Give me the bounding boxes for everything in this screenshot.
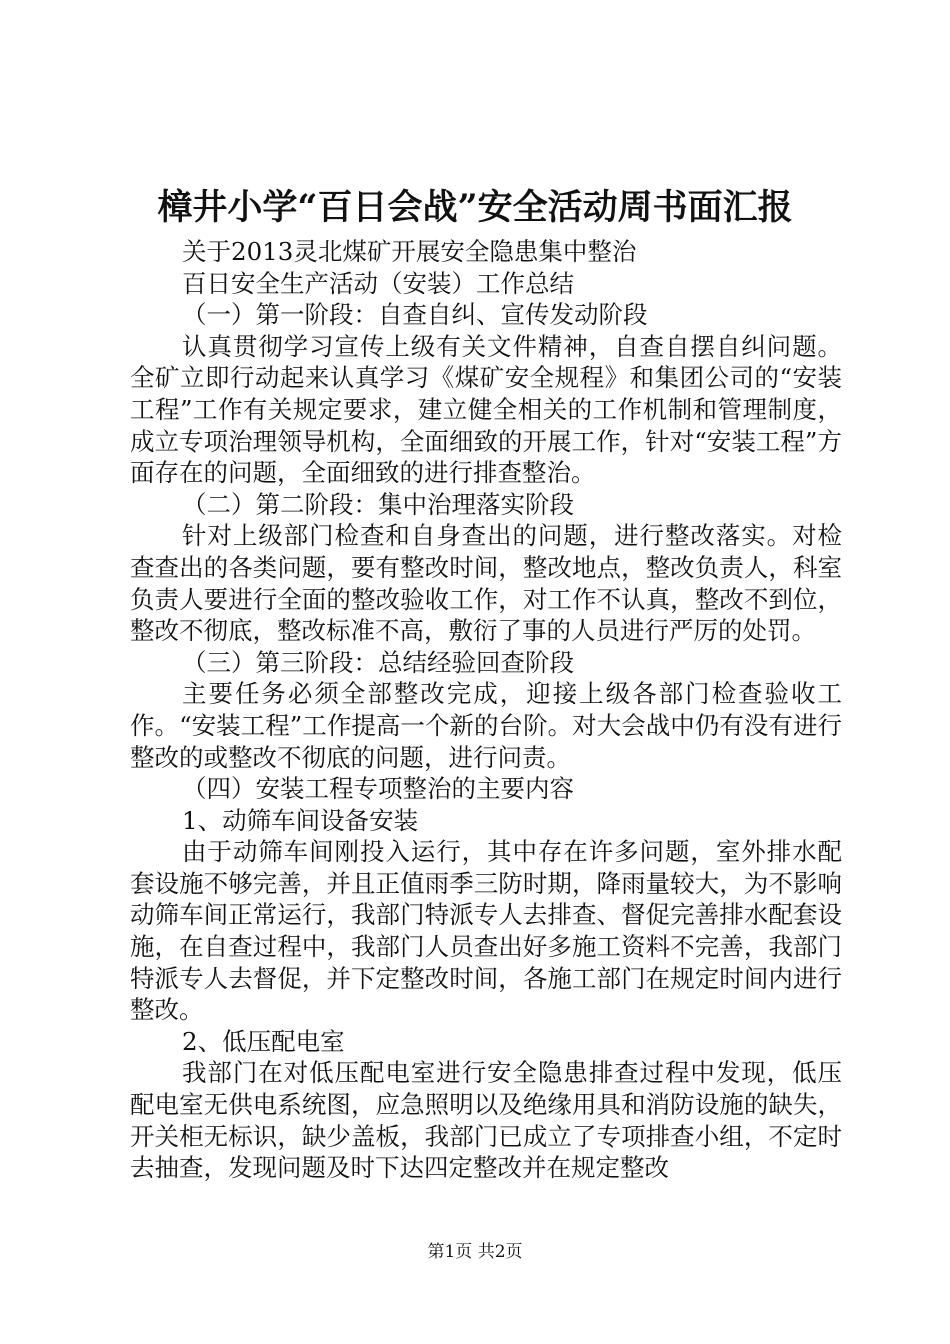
section-heading-phase-1: （一）第一阶段：自查自纠、宣传发动阶段 [182,300,648,330]
section-heading-phase-2: （二）第二阶段：集中治理落实阶段 [182,489,574,519]
paragraph-phase-1: 认真贯彻学习宣传上级有关文件精神，自查自摆自纠问题。全矿立即行动起来认真学习《煤矿安全规程》和集团公司的“安装工程”工作有关规定要求，建立健全相关的工作机制和管理制度，成立专项治理领导机构，全面细致的开展工作，针对“安装工程”方面存在的问题，全面细致的进行排查整治。 [130,331,842,488]
page-footer: 第1页 共2页 [427,1242,523,1262]
subheading-item-2: 2、低压配电室 [182,1026,345,1056]
paragraph-item-2: 我部门在对低压配电室进行安全隐患排查过程中发现，低压配电室无供电系统图，应急照明以及绝缘用具和消防设施的缺失，开关柜无标识，缺少盖板，我部门已成立了专项排查小组，不定时去抽查，发现问题及时下达四定整改并在规定整改 [130,1058,842,1183]
paragraph-intro-line-1: 关于2013灵北煤矿开展安全隐患集中整治 [182,237,637,266]
document-title: 樟井小学“百日会战”安全活动周书面汇报 [157,187,793,228]
paragraph-phase-2: 针对上级部门检查和自身查出的问题，进行整改落实。对检查查出的各类问题，要有整改时间，整改地点，整改负责人，科室负责人要进行全面的整改验收工作，对工作不认真，整改不到位，整改不彻底，整改标准不高，敷衍了事的人员进行严厉的处罚。 [130,521,842,646]
subheading-item-1: 1、动筛车间设备安装 [182,805,419,835]
section-heading-main-content: （四）安装工程专项整治的主要内容 [182,774,574,804]
paragraph-item-1: 由于动筛车间刚投入运行，其中存在许多问题，室外排水配套设施不够完善，并且正值雨季三防时期，降雨量较大，为不影响动筛车间正常运行，我部门特派专人去排查、督促完善排水配套设施，在自查过程中，我部门人员查出好多施工资料不完善，我部门特派专人去督促，并下定整改时间，各施工部门在规定时间内进行整改。 [130,837,842,1025]
paragraph-phase-3: 主要任务必须全部整改完成，迎接上级各部门检查验收工作。“安装工程”工作提高一个新的台阶。对大会战中仍有没有进行整改的或整改不彻底的问题，进行问责。 [130,679,842,772]
section-heading-phase-3: （三）第三阶段：总结经验回查阶段 [182,647,574,677]
document-body [130,236,842,1184]
paragraph-intro-line-2: 百日安全生产活动（安装）工作总结 [182,268,574,298]
